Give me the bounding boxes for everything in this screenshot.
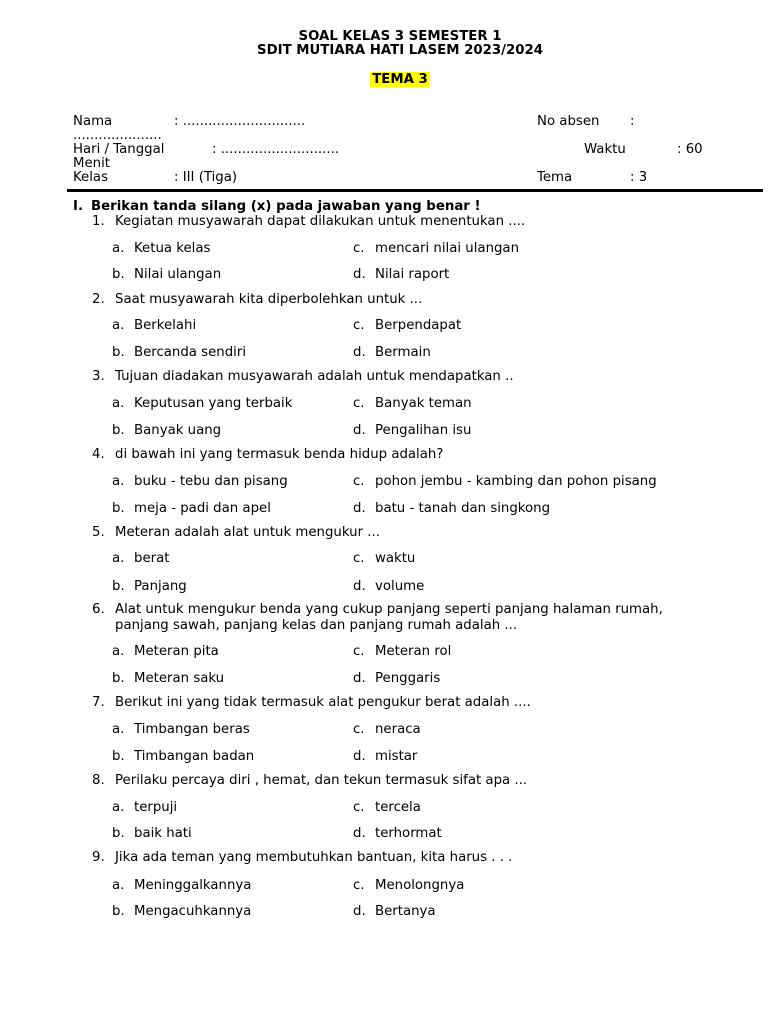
noabsen-label: No absen (537, 114, 600, 129)
question-number: 9. (92, 850, 105, 865)
option-text: meja - padi dan apel (134, 501, 271, 516)
question-5 (92, 525, 380, 540)
option-letter: b. (112, 826, 125, 841)
question-text: Kegiatan musyawarah dapat dilakukan untuk menentukan .... (115, 214, 526, 229)
option-c[interactable] (353, 722, 421, 737)
question-6 (92, 602, 663, 617)
waktu-label: Waktu (584, 142, 626, 157)
question-text: Tujuan diadakan musyawarah adalah untuk mendapatkan .. (115, 369, 514, 384)
option-d[interactable] (353, 501, 550, 516)
option-letter: b. (112, 904, 125, 919)
section-roman: I. (73, 199, 83, 214)
hari-label: Hari / Tanggal (73, 142, 165, 157)
option-b[interactable] (112, 267, 221, 282)
header-school: SDIT MUTIARA HATI LASEM 2023/2024 (257, 43, 543, 58)
question-number: 5. (92, 525, 105, 540)
option-letter: a. (112, 722, 125, 737)
noabsen-colon: : (630, 114, 635, 129)
option-letter: d. (353, 671, 366, 686)
option-d[interactable] (353, 267, 449, 282)
question-text: Meteran adalah alat untuk mengukur ... (115, 525, 380, 540)
option-letter: c. (353, 318, 365, 333)
option-b[interactable] (112, 826, 192, 841)
option-text: Ketua kelas (134, 241, 211, 256)
option-letter: d. (353, 423, 366, 438)
header-tema (0, 72, 768, 87)
option-letter: c. (353, 722, 365, 737)
option-letter: a. (112, 241, 125, 256)
question-number: 1. (92, 214, 105, 229)
option-letter: c. (353, 800, 365, 815)
option-d[interactable] (353, 423, 471, 438)
option-letter: d. (353, 826, 366, 841)
option-text: Keputusan yang terbaik (134, 396, 293, 411)
question-text: Perilaku percaya diri , hemat, dan tekun termasuk sifat apa ... (115, 773, 528, 788)
option-b[interactable] (112, 423, 221, 438)
question-1 (92, 214, 525, 229)
option-b[interactable] (112, 501, 271, 516)
question-8 (92, 773, 527, 788)
option-a[interactable] (112, 474, 288, 489)
option-letter: a. (112, 644, 125, 659)
tema-label: Tema (537, 170, 573, 185)
option-text: Berkelahi (134, 318, 197, 333)
question-number: 8. (92, 773, 105, 788)
option-text: Nilai ulangan (134, 267, 222, 282)
option-letter: b. (112, 267, 125, 282)
option-d[interactable] (353, 671, 440, 686)
header-title: SOAL KELAS 3 SEMESTER 1 (298, 29, 502, 44)
option-b[interactable] (112, 671, 224, 686)
option-d[interactable] (353, 749, 417, 764)
option-text: batu - tanah dan singkong (375, 501, 551, 516)
option-text: mencari nilai ulangan (375, 241, 520, 256)
option-c[interactable] (353, 318, 461, 333)
option-text: Banyak uang (134, 423, 222, 438)
option-d[interactable] (353, 345, 431, 360)
question-text: Berikut ini yang tidak termasuk alat pengukur berat adalah .... (115, 695, 531, 710)
option-letter: b. (112, 345, 125, 360)
question-text: Saat musyawarah kita diperbolehkan untuk ... (115, 292, 423, 307)
option-text: baik hati (134, 826, 192, 841)
option-d[interactable] (353, 904, 436, 919)
option-text: terhormat (375, 826, 442, 841)
option-text: Panjang (134, 579, 187, 594)
option-text: mistar (375, 749, 418, 764)
option-text: Meninggalkannya (134, 878, 252, 893)
option-b[interactable] (112, 904, 251, 919)
option-b[interactable] (112, 579, 187, 594)
option-c[interactable] (353, 800, 421, 815)
option-letter: b. (112, 423, 125, 438)
option-a[interactable] (112, 800, 177, 815)
option-letter: c. (353, 644, 365, 659)
option-text: Bertanya (375, 904, 436, 919)
option-letter: b. (112, 501, 125, 516)
option-c[interactable] (353, 878, 464, 893)
option-text: Timbangan badan (134, 749, 255, 764)
option-letter: d. (353, 267, 366, 282)
menit-label: Menit (73, 156, 110, 171)
option-text: Meteran saku (134, 671, 225, 686)
option-letter: d. (353, 904, 366, 919)
option-text: pohon jembu - kambing dan pohon pisang (375, 474, 657, 489)
question-text: di bawah ini yang termasuk benda hidup adalah? (115, 447, 444, 462)
option-a[interactable] (112, 644, 219, 659)
option-text: volume (375, 579, 425, 594)
option-letter: d. (353, 749, 366, 764)
header-divider (67, 189, 763, 192)
option-a[interactable] (112, 722, 250, 737)
option-c[interactable] (353, 474, 657, 489)
option-a[interactable] (112, 878, 251, 893)
kelas-value: : III (Tiga) (174, 170, 238, 185)
option-c[interactable] (353, 241, 519, 256)
option-text: Meteran rol (375, 644, 452, 659)
tema-value: : 3 (630, 170, 648, 185)
option-letter: a. (112, 878, 125, 893)
question-number: 2. (92, 292, 105, 307)
option-c[interactable] (353, 644, 451, 659)
waktu-value: : 60 (677, 142, 703, 157)
option-text: Bercanda sendiri (134, 345, 247, 360)
option-d[interactable] (353, 579, 424, 594)
option-letter: d. (353, 501, 366, 516)
question-3 (92, 369, 514, 384)
kelas-label: Kelas (73, 170, 109, 185)
question-text: Alat untuk mengukur benda yang cukup panjang seperti panjang halaman rumah, (115, 602, 663, 617)
option-text: Menolongnya (375, 878, 465, 893)
question-7 (92, 695, 531, 710)
hari-field[interactable]: : ............................ (212, 142, 340, 157)
option-letter: c. (353, 878, 365, 893)
question-number: 7. (92, 695, 105, 710)
option-text: Bermain (375, 345, 431, 360)
tema-highlight: TEMA 3 (372, 72, 428, 87)
option-a[interactable] (112, 551, 169, 566)
question-6-continuation: panjang sawah, panjang kelas dan panjang rumah adalah ... (115, 618, 518, 633)
option-letter: b. (112, 671, 125, 686)
option-a[interactable] (112, 396, 292, 411)
question-text: Jika ada teman yang membutuhkan bantuan, kita harus . . . (115, 850, 513, 865)
question-2 (92, 292, 422, 307)
option-text: Banyak teman (375, 396, 472, 411)
option-letter: c. (353, 241, 365, 256)
section-instruction (73, 199, 481, 214)
option-d[interactable] (353, 826, 442, 841)
question-number: 3. (92, 369, 105, 384)
option-letter: d. (353, 579, 366, 594)
option-letter: b. (112, 579, 125, 594)
option-letter: a. (112, 551, 125, 566)
nama-field[interactable]: : ............................. (174, 114, 306, 129)
option-letter: b. (112, 749, 125, 764)
option-text: neraca (375, 722, 421, 737)
question-number: 6. (92, 602, 105, 617)
option-text: Penggaris (375, 671, 441, 686)
noabsen-field[interactable]: ..................... (73, 128, 162, 143)
option-letter: c. (353, 551, 365, 566)
option-letter: a. (112, 318, 125, 333)
option-text: Meteran pita (134, 644, 219, 659)
section-text: Berikan tanda silang (x) pada jawaban yang benar ! (91, 199, 481, 214)
option-letter: d. (353, 345, 366, 360)
option-text: buku - tebu dan pisang (134, 474, 288, 489)
option-c[interactable] (353, 551, 415, 566)
option-text: terpuji (134, 800, 178, 815)
option-text: tercela (375, 800, 421, 815)
option-b[interactable] (112, 345, 246, 360)
option-b[interactable] (112, 749, 254, 764)
option-a[interactable] (112, 318, 196, 333)
nama-label: Nama (73, 114, 113, 129)
question-9 (92, 850, 512, 865)
option-text: Timbangan beras (134, 722, 250, 737)
option-a[interactable] (112, 241, 210, 256)
option-text: berat (134, 551, 170, 566)
option-text: Berpendapat (375, 318, 462, 333)
option-text: Nilai raport (375, 267, 450, 282)
option-letter: a. (112, 474, 125, 489)
question-4 (92, 447, 443, 462)
option-c[interactable] (353, 396, 472, 411)
option-text: Pengalihan isu (375, 423, 472, 438)
option-letter: c. (353, 474, 365, 489)
option-text: waktu (375, 551, 416, 566)
option-letter: a. (112, 800, 125, 815)
question-number: 4. (92, 447, 105, 462)
option-letter: c. (353, 396, 365, 411)
option-text: Mengacuhkannya (134, 904, 252, 919)
option-letter: a. (112, 396, 125, 411)
